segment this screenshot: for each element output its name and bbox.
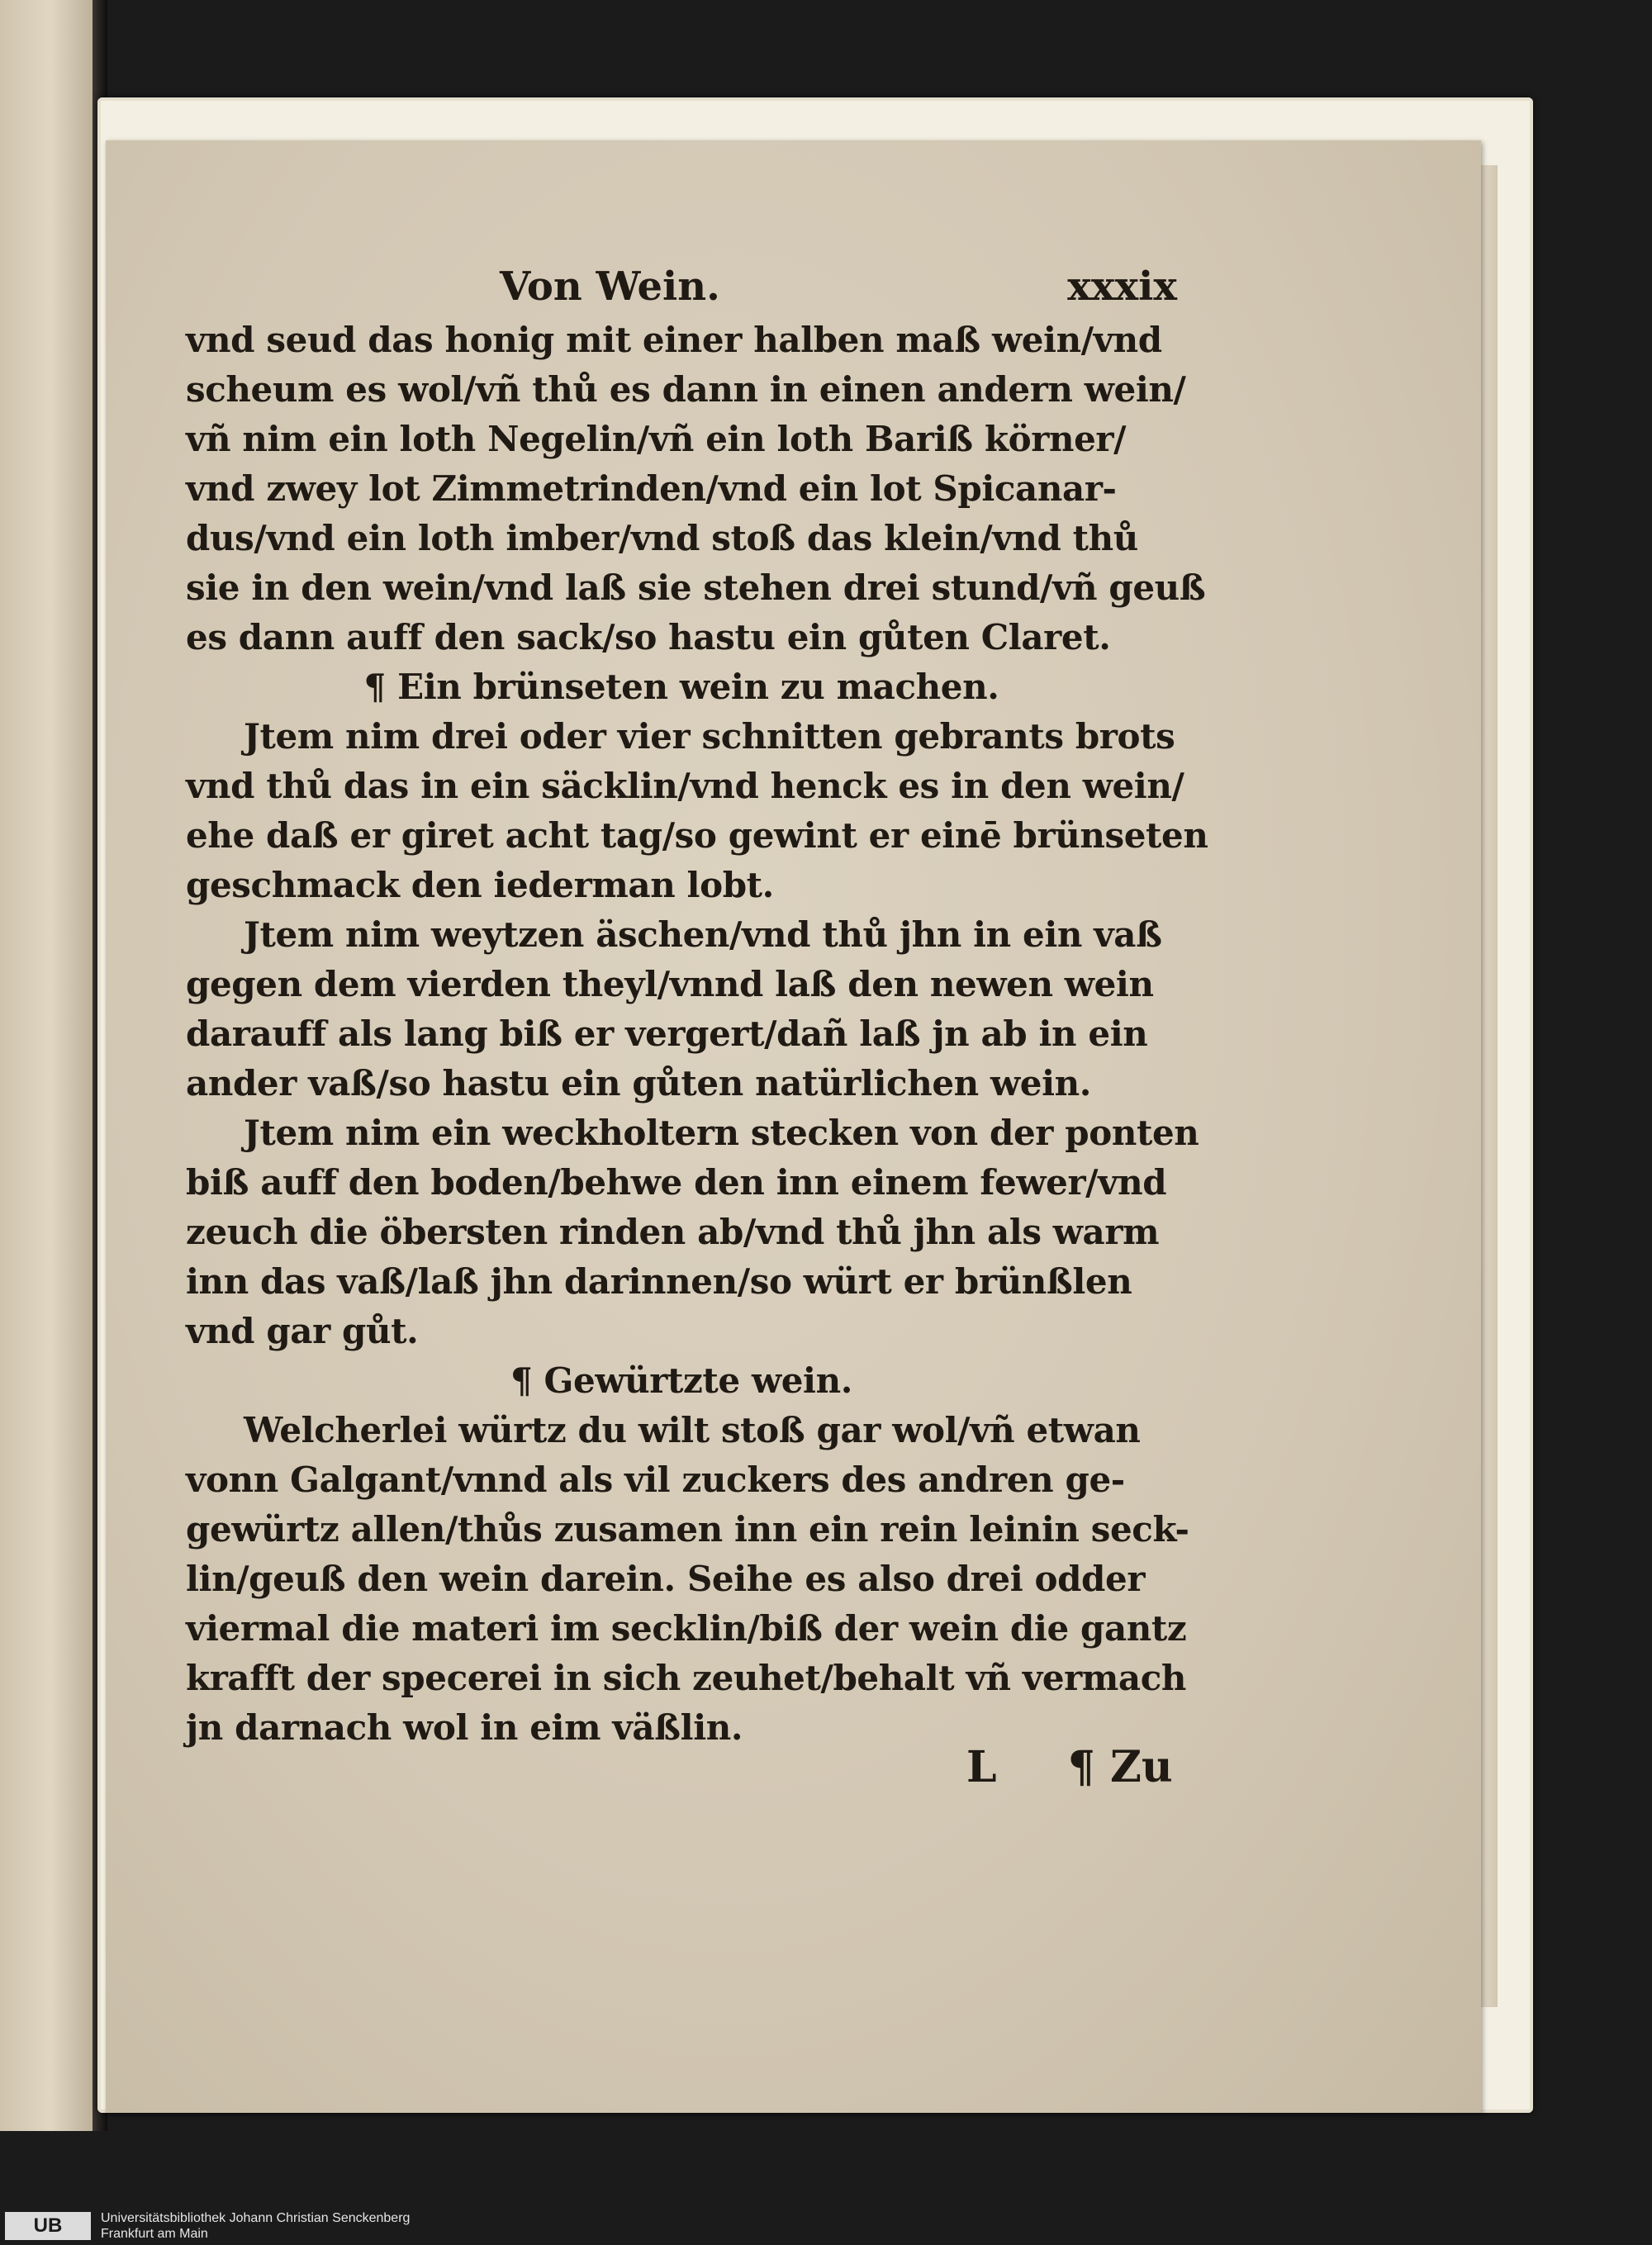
text-line: vñ nim ein loth Negelin/vñ ein loth Bariß körner/: [186, 419, 1127, 459]
credit-line-2: Frankfurt am Main: [101, 2227, 208, 2241]
text-line: Jtem nim weytzen äschen/vnd thů jhn in ein vaß: [244, 914, 1162, 955]
text-line: vnd seud das honig mit einer halben maß wein/vnd: [186, 320, 1162, 360]
page-text: [186, 258, 1208, 1753]
library-logo: UB: [5, 2212, 91, 2240]
catchword: ¶ Zu: [1067, 1742, 1173, 1792]
page-header: [186, 258, 1177, 316]
text-line: vnd thů das in ein säcklin/vnd henck es in den wein/: [186, 766, 1184, 806]
section-heading: ¶ Ein brünseten wein zu machen.: [363, 667, 999, 707]
folio-number: xxxix: [1067, 263, 1177, 310]
text-line: Jtem nim ein weckholtern stecken von der ponten: [244, 1113, 1199, 1153]
text-line: inn das vaß/laß jhn darinnen/so würt er brünßlen: [186, 1261, 1132, 1302]
text-line: vnd gar gůt.: [186, 1311, 419, 1351]
text-line: dus/vnd ein loth imber/vnd stoß das klein/vnd thů: [186, 518, 1138, 558]
catchword-line: [966, 1739, 1173, 1796]
text-line: gewürtz allen/thůs zusamen inn ein rein leinin seck-: [186, 1509, 1189, 1550]
text-line: darauff als lang biß er vergert/dañ laß jn ab in ein: [186, 1013, 1148, 1054]
running-head: Von Wein.: [500, 263, 720, 310]
text-line: Jtem nim drei oder vier schnitten gebrants brots: [244, 716, 1175, 757]
text-line: es dann auff den sack/so hastu ein gůten Claret.: [186, 617, 1111, 657]
text-line: Welcherlei würtz du wilt stoß gar wol/vñ etwan: [244, 1410, 1141, 1450]
text-line: lin/geuß den wein darein. Seihe es also drei odder: [186, 1559, 1146, 1599]
text-line: viermal die materi im secklin/biß der wein die gantz: [186, 1608, 1187, 1649]
text-line: krafft der specerei in sich zeuhet/behalt vñ vermach: [186, 1658, 1187, 1698]
text-line: biß auff den boden/behwe den inn einem fewer/vnd: [186, 1162, 1167, 1203]
facing-page-edge: [0, 0, 93, 2131]
library-footer: [0, 2207, 1652, 2245]
credit-line-1: Universitätsbibliothek Johann Christian Senckenberg: [101, 2211, 411, 2225]
text-line: zeuch die öbersten rinden ab/vnd thů jhn als warm: [186, 1212, 1160, 1252]
text-line: ander vaß/so hastu ein gůten natürlichen wein.: [186, 1063, 1092, 1104]
library-credit: [101, 2210, 410, 2242]
text-line: gegen dem vierden theyl/vnnd laß den newen wein: [186, 964, 1154, 1004]
text-line: vonn Galgant/vnnd als vil zuckers des andren ge-: [186, 1459, 1125, 1500]
text-line: ehe daß er giret acht tag/so gewint er einē brünseten: [186, 815, 1208, 856]
text-line: scheum es wol/vñ thů es dann in einen andern wein/: [186, 369, 1186, 410]
text-line: sie in den wein/vnd laß sie stehen drei stund/vñ geuß: [186, 567, 1206, 608]
text-line: vnd zwey lot Zimmetrinden/vnd ein lot Spicanar-: [186, 468, 1117, 509]
section-heading: ¶ Gewürtzte wein.: [510, 1360, 852, 1401]
text-line: jn darnach wol in eim väßlin.: [186, 1707, 743, 1748]
body-lines: [186, 316, 1208, 1753]
text-line: geschmack den iederman lobt.: [186, 865, 774, 905]
signature-mark: L: [966, 1742, 997, 1792]
